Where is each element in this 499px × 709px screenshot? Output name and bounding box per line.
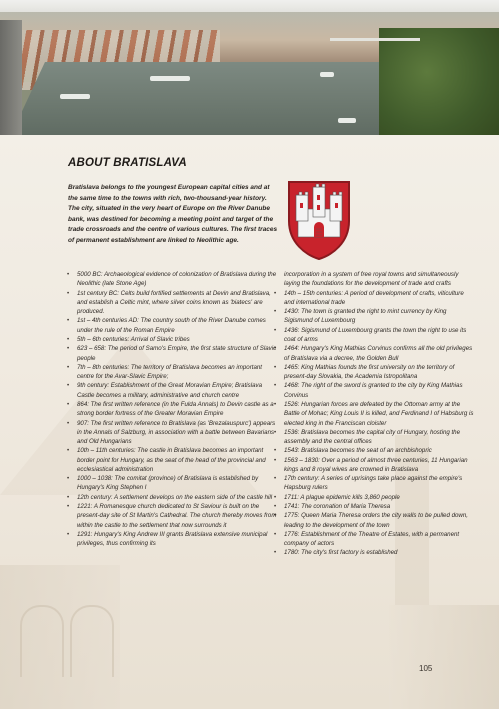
background-facade-right [389, 605, 499, 709]
city-panorama-photo [0, 0, 499, 135]
timeline-item: • 14th – 15th centuries: A period of development of crafts, viticulture and international trade [274, 289, 474, 308]
timeline-right-column [274, 270, 474, 558]
timeline-item: • 864: The first written reference (in the Fulda Annals) to Devin castle as a strong border fortress of the Greater Moravian Empire [67, 400, 278, 419]
timeline-item: • 1st – 4th centuries AD: The country south of the River Danube comes under the rule of the Roman Empire [67, 316, 278, 335]
background-arch [20, 605, 64, 677]
timeline-item: • 1000 – 1038: The comitat (province) of Bratislava is established by Hungary's King Stephen I [67, 474, 278, 493]
intro-paragraph: Bratislava belongs to the youngest European capital cities and at the same time to the towns with rich, two-thousand-year history. The city, situated in the very heart of Europe on the River Danube bank, was destined for becoming a meeting point and target of the trade crossroads and the centre of various cultures. The first traces of permanent establishment are linked to Neolithic age. [68, 184, 278, 244]
timeline-item: • 1436: Sigismund of Luxembourg grants the town the right to use its coat of arms [274, 326, 474, 345]
timeline-item: • 1563 – 1830: Over a period of almost three centuries, 11 Hungarian kings and 8 royal wives are crowned in Bratislava [274, 456, 474, 475]
photo-bridge [330, 38, 420, 41]
photo-boat [338, 118, 356, 123]
timeline-item: • 1468: The right of the sword is granted to the city by King Mathias Corvinus [274, 381, 474, 400]
page-title: ABOUT BRATISLAVA [68, 157, 187, 169]
timeline-left-column [67, 270, 278, 548]
timeline-item: • 1780: The city's first factory is established [274, 548, 474, 557]
photo-green-bank [379, 28, 499, 135]
timeline-item: • 907: The first written reference to Bratislava (as 'Brezalauspurc') appears in the Annals of Salzburg, in association with a battle between Bavarians and Old Hungarians [67, 419, 278, 447]
timeline-item: • 9th century: Establishment of the Great Moravian Empire; Bratislava Castle becomes a military, administrative and church centre [67, 381, 278, 400]
timeline-item: • 1543: Bratislava becomes the seat of an archbishopric [274, 446, 474, 455]
timeline-item: • 1430: The town is granted the right to mint currency by King Sigismund of Luxembourg [274, 307, 474, 326]
timeline-item: • 1536: Bratislava becomes the capital city of Hungary, hosting the assembly and the central offices [274, 428, 474, 447]
timeline-item-continuation: incorporation in a system of free royal towns and simultaneously laying the foundations for the development of trade and crafts [284, 271, 459, 288]
timeline-item: • 1291: Hungary's King Andrew III grants Bratislava extensive municipal privileges, thus confirming its [67, 530, 278, 549]
timeline-item: • 1221: A Romanesque church dedicated to St Saviour is built on the present-day site of St Martin's Cathedral. The church thereby moves from within the castle to the settlement that now surrounds it [67, 502, 278, 530]
background-arch [70, 605, 114, 677]
photo-boat [60, 94, 90, 99]
timeline-item: • 1464: Hungary's King Mathias Corvinus confirms all the old privileges of Bratislava via a decree, the Golden Bull [274, 344, 474, 363]
timeline-item: • 1775: Queen Maria Theresa orders the city walls to be pulled down, leading to the development of the town [274, 511, 474, 530]
timeline-item: • 1776: Establishment of the Theatre of Estates, with a permanent company of actors [274, 530, 474, 549]
timeline-item: • 1526: Hungarian forces are defeated by the Ottoman army at the Battle of Mohac; King Louis II is killed, and Ferdinand I of Habsburg is elected king in the Franciscan cloister [274, 400, 474, 428]
timeline-item: • 1st century BC: Celts build fortified settlements at Devin and Bratislava, and establish a Celtic mint, where silver coins known as 'biatecs' are produced. [67, 289, 278, 317]
timeline-item: • 17th century: A series of uprisings take place against the empire's Hapsburg rulers [274, 474, 474, 493]
timeline-item: • 1741: The coronation of Maria Theresa [274, 502, 474, 511]
timeline-item: • 1465: King Mathias founds the first university on the territory of present-day Slovakia, the Academia Istropolitana [274, 363, 474, 382]
photo-boat [150, 76, 190, 81]
bratislava-coat-of-arms-icon [286, 179, 352, 261]
timeline-item: • 5000 BC: Archaeological evidence of colonization of Bratislava during the Neolithic (late Stone Age) [67, 270, 278, 289]
page-number: 105 [419, 664, 433, 673]
timeline-item: • 623 – 658: The period of Samo's Empire, the first state structure of Slavic people [67, 344, 278, 363]
timeline-item: • 1711: A plague epidemic kills 3,860 people [274, 493, 474, 502]
timeline-item: • 12th century: A settlement develops on the eastern side of the castle hill [67, 493, 278, 502]
photo-road [0, 20, 22, 135]
timeline-item: • 7th – 8th centuries: The territory of Bratislava becomes an important centre for the Avar-Slavic Empire; [67, 363, 278, 382]
timeline-item: • 5th – 6th centuries: Arrival of Slavic tribes [67, 335, 278, 344]
timeline-item: • 10th – 11th centuries: The castle in Bratislava becomes an important border point for Hungary, as the seat of the head of the provincial and ecclesiastical administration [67, 446, 278, 474]
photo-boat [320, 72, 334, 77]
